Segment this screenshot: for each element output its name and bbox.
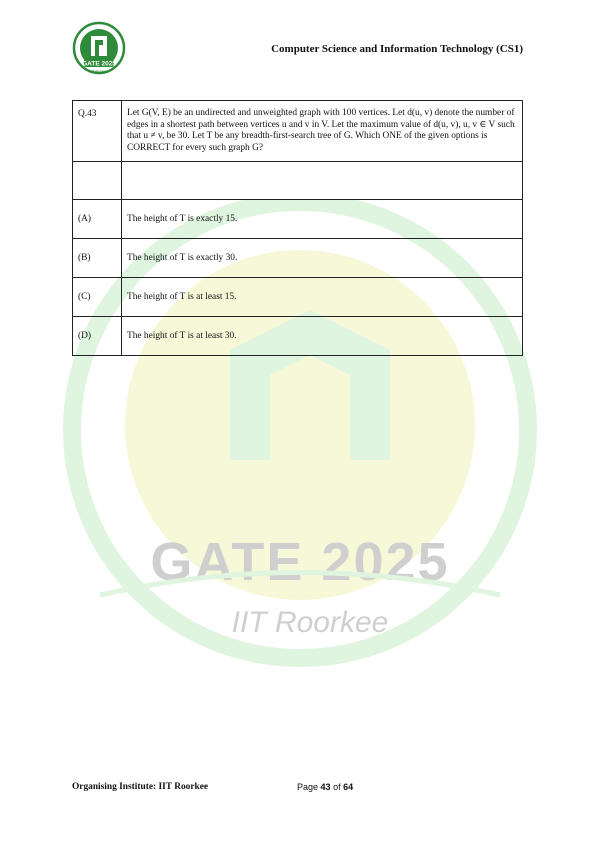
question-table bbox=[72, 100, 523, 356]
question-number: Q.43 bbox=[73, 101, 122, 162]
option-label: (D) bbox=[73, 317, 122, 356]
option-text: The height of T is at least 30. bbox=[122, 317, 523, 356]
option-row-a bbox=[73, 200, 523, 239]
page-prefix: Page bbox=[297, 782, 319, 792]
subject-title: Computer Science and Information Technology (CS1) bbox=[271, 43, 523, 55]
gate-2025-logo bbox=[70, 21, 128, 77]
option-row-b bbox=[73, 239, 523, 278]
option-row-d bbox=[73, 317, 523, 356]
blank-cell-left bbox=[73, 162, 122, 200]
option-text: The height of T is exactly 30. bbox=[122, 239, 523, 278]
option-label: (B) bbox=[73, 239, 122, 278]
option-row-c bbox=[73, 278, 523, 317]
blank-row bbox=[73, 162, 523, 200]
option-label: (A) bbox=[73, 200, 122, 239]
page-number bbox=[297, 782, 353, 792]
option-text: The height of T is at least 15. bbox=[122, 278, 523, 317]
watermark-subtitle: IIT Roorkee bbox=[231, 606, 389, 639]
page-current: 43 bbox=[320, 782, 331, 792]
organising-institute: Organising Institute: IIT Roorkee bbox=[72, 782, 209, 792]
watermark-title: GATE 2025 bbox=[150, 532, 450, 592]
question-row bbox=[73, 101, 523, 162]
logo-subtext: IIT Roorkee bbox=[91, 69, 107, 73]
page-total: 64 bbox=[343, 782, 354, 792]
option-label: (C) bbox=[73, 278, 122, 317]
page-of: of bbox=[333, 782, 341, 792]
blank-cell-right bbox=[122, 162, 523, 200]
option-text: The height of T is exactly 15. bbox=[122, 200, 523, 239]
question-text: Let G(V, E) be an undirected and unweighted graph with 100 vertices. Let d(u, v) denote the number of edges in a shortest path between vertices u and v in V. Let the maximum value of d(u, v), u, v ∈ V such that u ≠ v, be 30. Let T be any breadth-first-search tree of G. Which ONE of the given options is CORRECT for every such graph G? bbox=[122, 101, 523, 162]
logo-text: GATE 2025 bbox=[82, 60, 116, 68]
